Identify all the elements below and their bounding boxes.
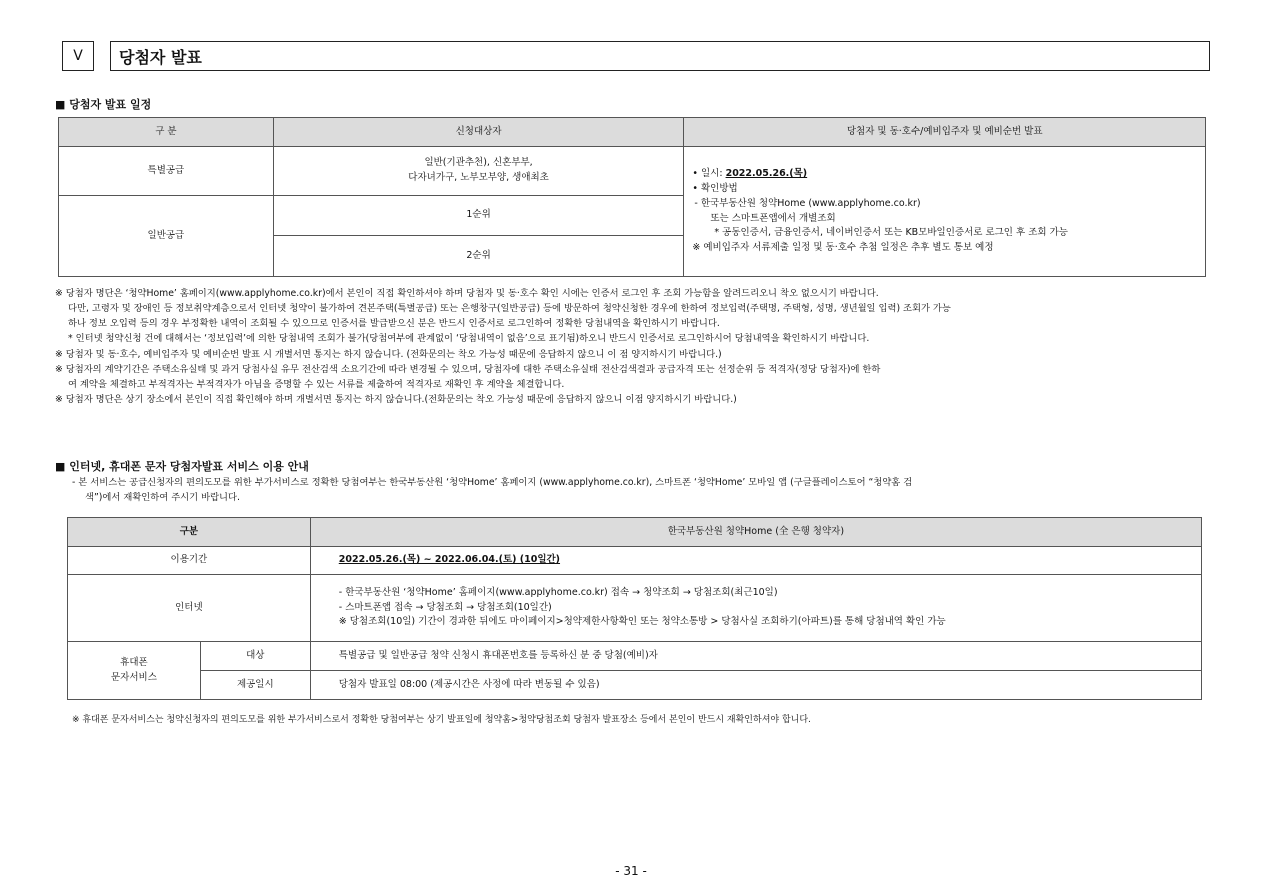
note-line: * 인터넷 청약신청 건에 대해서는 ‘정보입력’에 의한 당첨내역 조회가 불가(당첨여부에 관계없이 ‘당첨내역이 없음’으로 표기됨)하오니 반드시 인증서로 로그인하시어 당첨내역을 확인하시기 바랍니다. — [68, 333, 870, 345]
announce-line-4: ※ 예비입주자 서류제출 일정 및 동·호수 추첨 일정은 추후 별도 통보 예정 — [692, 241, 994, 253]
section-title: 당첨자 발표 — [110, 41, 1210, 71]
announce-method: • 확인방법 — [692, 183, 738, 195]
announce-cell — [684, 147, 1206, 277]
period-value — [310, 547, 1201, 575]
notes-block — [55, 286, 1215, 407]
note-line: 하나 정보 오입력 등의 경우 부정확한 내역이 조회될 수 있으므로 인증서를 발급받으신 분은 반드시 인증서로 로그인하여 정확한 당첨내역을 확인하시기 바랍니다. — [68, 318, 720, 330]
announce-line-2: 또는 스마트폰앱에서 개별조회 — [710, 212, 836, 224]
service-heading: ■ 인터넷, 휴대폰 문자 당첨자발표 서비스 이용 안내 — [55, 460, 309, 473]
announce-line-1: - 한국부동산원 청약Home (www.applyhome.co.kr) — [694, 197, 921, 209]
service-table — [67, 517, 1202, 700]
announce-line-3: * 공동인증서, 금융인증서, 네이버인증서 또는 KB모바일인증서로 로그인 후 조회 가능 — [714, 227, 1068, 239]
note-line: 다만, 고령자 및 장애인 등 정보취약계층으로서 인터넷 청약이 불가하여 견본주택(특별공급) 또는 은행창구(일반공급) 등에 방문하여 청약신청한 경우에 한하여 정보입력(주택명, 주택형, 성명, 생년월일 입력) 조회가 가능 — [68, 303, 951, 315]
date-label: 제공일시 — [200, 671, 310, 700]
note-line: ※ 당첨자 명단은 ‘청약Home’ 홈페이지(www.applyhome.co.kr)에서 본인이 직접 확인하셔야 하며 당첨자 및 동·호수 확인 시에는 인증서 로그인 후 조회 가능함을 알려드리오니 착오 없으시기 바랍니다. — [55, 288, 879, 299]
note-line: ※ 당첨자 명단은 상기 장소에서 본인이 직접 확인해야 하며 개별서면 통지는 하지 않습니다.(전화문의는 착오 가능성 때문에 응답하지 않으니 이점 양지하시기 바랍니다.) — [55, 393, 737, 405]
internet-step-2: - 스마트폰앱 접속 → 당첨조회 → 당첨조회(10일간) — [338, 601, 552, 613]
sms-service-label — [68, 642, 201, 700]
internet-step-1: - 한국부동산원 ‘청약Home’ 홈페이지(www.applyhome.co.kr) 접속 → 청약조회 → 당첨조회(최근10일) — [338, 586, 778, 598]
announce-date-prefix: • 일시: — [692, 168, 726, 180]
col-header-announce: 당첨자 및 동·호수/예비입주자 및 예비순번 발표 — [684, 118, 1206, 147]
announce-date-value: 2022.05.26.(목) — [725, 168, 808, 180]
service-col-header-category: 구분 — [68, 518, 311, 547]
sms-label-line-1: 휴대폰 — [120, 656, 148, 668]
special-supply-targets — [273, 147, 684, 196]
note-line: ※ 당첨자의 계약기간은 주택소유실태 및 과거 당첨사실 유무 전산검색 소요기간에 따라 변경될 수 있으며, 당첨자에 대한 주택소유실태 전산검색결과 공급자격 또는 선정순위 등 적격자(정당 당첨자)에 한하 — [55, 363, 881, 375]
general-supply-label: 일반공급 — [59, 196, 274, 277]
col-header-category: 구 분 — [59, 118, 274, 147]
col-header-target: 신청대상자 — [273, 118, 684, 147]
internet-label: 인터넷 — [68, 575, 311, 642]
period-label: 이용기간 — [68, 547, 311, 575]
schedule-table — [58, 117, 1206, 277]
sms-label-line-2: 문자서비스 — [110, 671, 157, 683]
service-description — [72, 475, 1212, 505]
rank-2: 2순위 — [273, 236, 684, 277]
section-header — [62, 41, 1210, 71]
page-number: - 31 - — [615, 864, 647, 878]
service-desc-line-1: - 본 서비스는 공급신청자의 편의도모를 위한 부가서비스로 정확한 당첨여부는 한국부동산원 ‘청약Home’ 홈페이지 (www.applyhome.co.kr), 스마트폰 ‘청약Home’ 모바일 앱 (구글플레이스토어 “청약홈 검 — [72, 477, 913, 488]
target-label: 대상 — [200, 642, 310, 671]
service-desc-line-2: 색”)에서 재확인하여 주시기 바랍니다. — [85, 492, 240, 504]
note-line: ※ 당첨자 및 동·호수, 예비입주자 및 예비순번 발표 시 개별서면 통지는 하지 않습니다. (전화문의는 착오 가능성 때문에 응답하지 않으니 이 점 양지하시기 바랍니다.) — [55, 348, 722, 360]
internet-steps — [310, 575, 1201, 642]
special-supply-label: 특별공급 — [59, 147, 274, 196]
special-target-line-2: 다자녀가구, 노부모부양, 생애최초 — [408, 172, 549, 183]
date-value: 당첨자 발표일 08:00 (제공시간은 사정에 따라 변동될 수 있음) — [310, 671, 1201, 700]
service-col-header-provider: 한국부동산원 청약Home (全 은행 청약자) — [310, 518, 1201, 547]
note-line: 여 계약을 체결하고 부적격자는 부적격자가 아님을 증명할 수 있는 서류를 제출하여 적격자로 재확인 후 계약을 체결합니다. — [68, 378, 565, 390]
period-value-text: 2022.05.26.(목) ~ 2022.06.04.(토) (10일간) — [338, 554, 561, 566]
target-value: 특별공급 및 일반공급 청약 신청시 휴대폰번호를 등록하신 분 중 당첨(예비)자 — [310, 642, 1201, 671]
section-number: V — [62, 41, 94, 71]
rank-1: 1순위 — [273, 196, 684, 236]
internet-step-3: ※ 당첨조회(10일) 기간이 경과한 뒤에도 마이페이지>청약제한사항확인 또는 청약소통방 > 당첨사실 조회하기(아파트)를 통해 당첨내역 확인 가능 — [338, 616, 946, 628]
sms-footnote: ※ 휴대폰 문자서비스는 청약신청자의 편의도모를 위한 부가서비스로서 정확한 당첨여부는 상기 발표일에 청약홈>청약당첨조회 당첨자 발표장소 등에서 본인이 반드시 재확인하셔야 합니다. — [72, 715, 811, 725]
special-target-line-1: 일반(기관추천), 신혼부부, — [424, 157, 533, 169]
announce-date — [692, 167, 1205, 182]
schedule-heading: ■ 당첨자 발표 일정 — [55, 98, 152, 111]
